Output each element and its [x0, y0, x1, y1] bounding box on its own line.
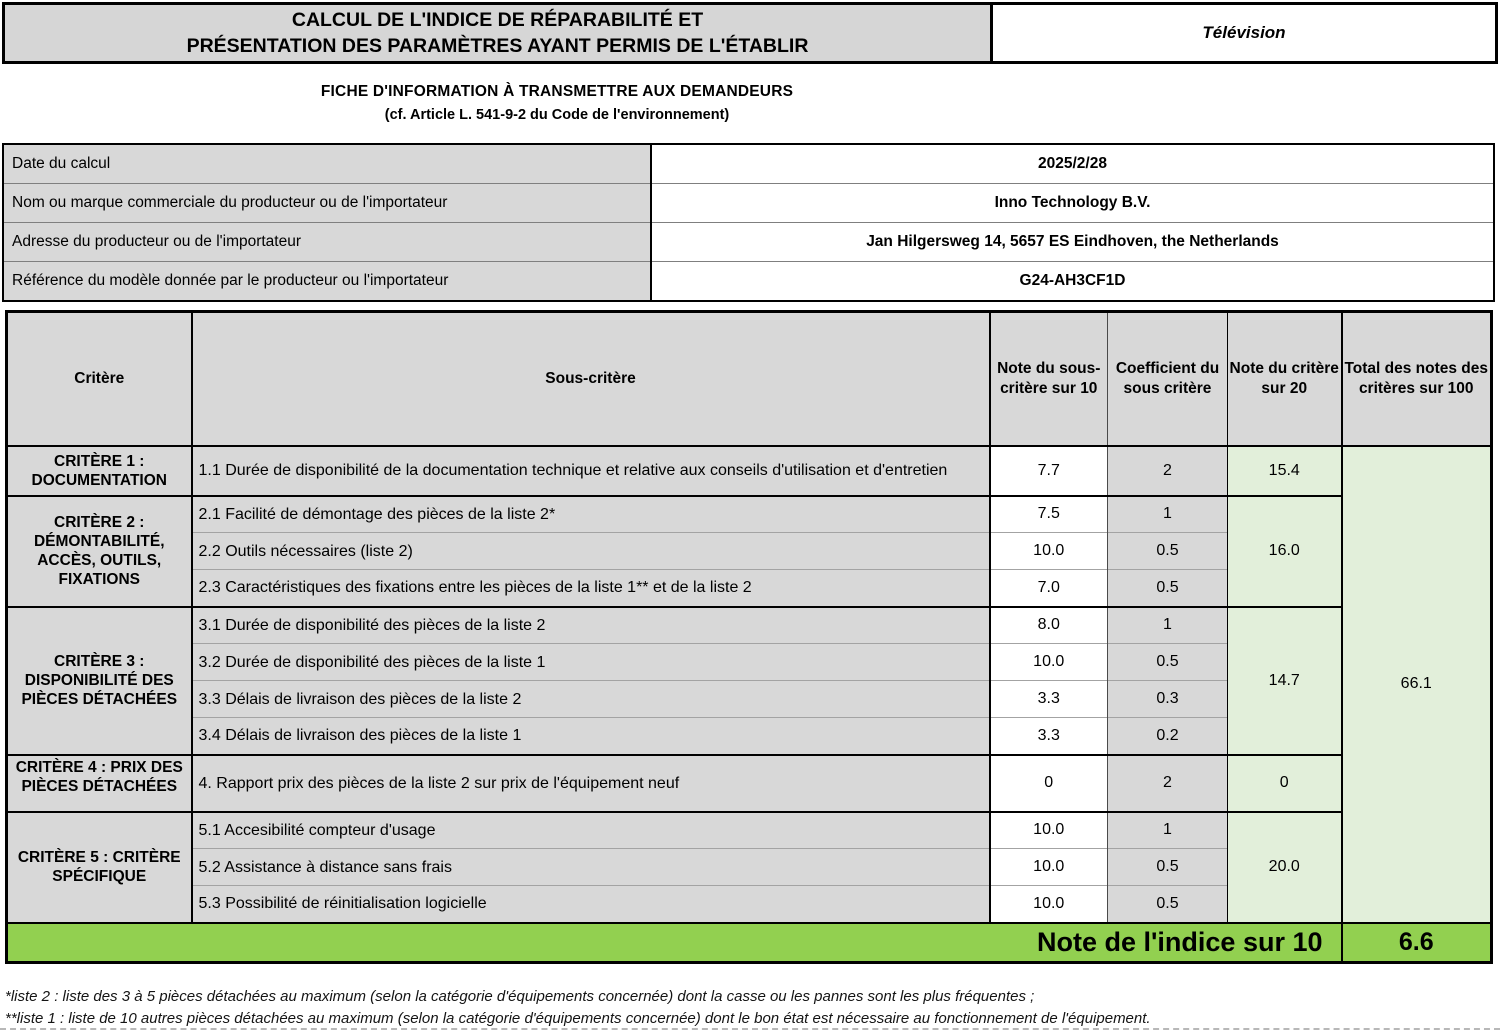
footnote-liste2: *liste 2 : liste des 3 à 5 pièces détachées au maximum (selon la catégorie d'équipements concernée) dont la casse ou les pannes sont les plus fréquentes ; [5, 988, 1035, 1005]
page-bottom-divider [0, 1028, 1500, 1030]
coefficient-3-3: 0.3 [1108, 681, 1228, 718]
sub-score-3-4: 3.3 [990, 718, 1108, 755]
criterion-2-score: 16.0 [1228, 496, 1342, 607]
header-coefficient: Coefficient du sous critère [1108, 312, 1228, 446]
info-label-producer: Nom ou marque commerciale du producteur ou de l'importateur [3, 184, 651, 223]
footnote-liste1: **liste 1 : liste de 10 autres pièces détachées au maximum (selon la catégorie d'équipements concernée) dont le bon état est nécessaire au fonctionnement de l'équipement. [5, 1010, 1151, 1027]
header-criterion: Critère [7, 312, 192, 446]
total-score: 66.1 [1342, 446, 1492, 923]
sub-criterion-3-4: 3.4 Délais de livraison des pièces de la liste 1 [192, 718, 990, 755]
header-sub-criterion: Sous-critère [192, 312, 990, 446]
coefficient-2-3: 0.5 [1108, 570, 1228, 607]
sub-score-5-2: 10.0 [990, 849, 1108, 886]
table-row [7, 755, 1492, 812]
coefficient-4: 2 [1108, 755, 1228, 812]
sub-criterion-1-1: 1.1 Durée de disponibilité de la documentation technique et relative aux conseils d'utilisation et d'entretien [192, 446, 990, 496]
document-title-line1: CALCUL DE L'INDICE DE RÉPARABILITÉ ET [291, 9, 704, 31]
info-label-date: Date du calcul [3, 144, 651, 184]
sub-criterion-2-1: 2.1 Facilité de démontage des pièces de la liste 2* [192, 496, 990, 533]
sub-criterion-3-1: 3.1 Durée de disponibilité des pièces de la liste 2 [192, 607, 990, 644]
table-row [3, 184, 1494, 223]
criterion-1-score: 15.4 [1228, 446, 1342, 496]
sub-score-1-1: 7.7 [990, 446, 1108, 496]
sub-score-5-3: 10.0 [990, 886, 1108, 923]
coefficient-2-1: 1 [1108, 496, 1228, 533]
final-score-value: 6.6 [1342, 923, 1492, 963]
table-row [7, 607, 1492, 644]
header-band [2, 2, 1498, 64]
table-row [3, 144, 1494, 184]
sub-score-2-3: 7.0 [990, 570, 1108, 607]
info-label-address: Adresse du producteur ou de l'importateur [3, 223, 651, 262]
score-table [5, 310, 1493, 964]
criterion-3-label: CRITÈRE 3 : DISPONIBILITÉ DES PIÈCES DÉTACHÉES [7, 607, 192, 755]
final-score-label: Note de l'indice sur 10 [7, 923, 1342, 963]
table-row [7, 496, 1492, 533]
criterion-2-label: CRITÈRE 2 : DÉMONTABILITÉ, ACCÈS, OUTILS, FIXATIONS [7, 496, 192, 607]
subtitle-line2: (cf. Article L. 541-9-2 du Code de l'environnement) [384, 107, 730, 123]
criterion-4-label: CRITÈRE 4 : PRIX DES PIÈCES DÉTACHÉES [7, 755, 192, 812]
coefficient-1-1: 2 [1108, 446, 1228, 496]
sub-criterion-4: 4. Rapport prix des pièces de la liste 2 sur prix de l'équipement neuf [192, 755, 990, 812]
sub-score-3-2: 10.0 [990, 644, 1108, 681]
criterion-3-score: 14.7 [1228, 607, 1342, 755]
sub-score-3-1: 8.0 [990, 607, 1108, 644]
criterion-5-label: CRITÈRE 5 : CRITÈRE SPÉCIFIQUE [7, 812, 192, 923]
coefficient-5-3: 0.5 [1108, 886, 1228, 923]
sub-criterion-2-2: 2.2 Outils nécessaires (liste 2) [192, 533, 990, 570]
header-sub-score: Note du sous-critère sur 10 [990, 312, 1108, 446]
document-title-line2: PRÉSENTATION DES PARAMÈTRES AYANT PERMIS DE L'ÉTABLIR [186, 35, 809, 57]
criterion-1-label: CRITÈRE 1 : DOCUMENTATION [7, 446, 192, 496]
coefficient-3-4: 0.2 [1108, 718, 1228, 755]
table-row [7, 446, 1492, 496]
table-row [3, 223, 1494, 262]
header-total: Total des notes des critères sur 100 [1342, 312, 1492, 446]
coefficient-3-1: 1 [1108, 607, 1228, 644]
coefficient-3-2: 0.5 [1108, 644, 1228, 681]
coefficient-2-2: 0.5 [1108, 533, 1228, 570]
info-value-date: 2025/2/28 [651, 144, 1494, 184]
sub-criterion-3-3: 3.3 Délais de livraison des pièces de la liste 2 [192, 681, 990, 718]
sub-criterion-5-3: 5.3 Possibilité de réinitialisation logicielle [192, 886, 990, 923]
sub-criterion-5-2: 5.2 Assistance à distance sans frais [192, 849, 990, 886]
table-row [3, 262, 1494, 302]
coefficient-5-2: 0.5 [1108, 849, 1228, 886]
header-criterion-score: Note du critère sur 20 [1228, 312, 1342, 446]
subtitle-block [0, 83, 1114, 123]
producer-info-table [2, 143, 1495, 302]
info-value-producer: Inno Technology B.V. [651, 184, 1494, 223]
table-row [7, 812, 1492, 849]
score-table-header [7, 312, 1492, 446]
subtitle-line1: FICHE D'INFORMATION À TRANSMETTRE AUX DEMANDEURS [320, 83, 794, 100]
document-title [5, 5, 993, 61]
coefficient-5-1: 1 [1108, 812, 1228, 849]
final-score-row [7, 923, 1492, 963]
footnotes [5, 986, 1497, 1030]
sub-score-3-3: 3.3 [990, 681, 1108, 718]
sub-criterion-5-1: 5.1 Accesibilité compteur d'usage [192, 812, 990, 849]
info-value-model: G24-AH3CF1D [651, 262, 1494, 302]
info-label-model: Référence du modèle donnée par le producteur ou l'importateur [3, 262, 651, 302]
sub-score-5-1: 10.0 [990, 812, 1108, 849]
info-value-address: Jan Hilgersweg 14, 5657 ES Eindhoven, the Netherlands [651, 223, 1494, 262]
product-category: Télévision [993, 5, 1495, 61]
criterion-5-score: 20.0 [1228, 812, 1342, 923]
sub-criterion-3-2: 3.2 Durée de disponibilité des pièces de la liste 1 [192, 644, 990, 681]
sub-criterion-2-3: 2.3 Caractéristiques des fixations entre les pièces de la liste 1** et de la liste 2 [192, 570, 990, 607]
sub-score-2-2: 10.0 [990, 533, 1108, 570]
sub-score-4: 0 [990, 755, 1108, 812]
sub-score-2-1: 7.5 [990, 496, 1108, 533]
criterion-4-score: 0 [1228, 755, 1342, 812]
